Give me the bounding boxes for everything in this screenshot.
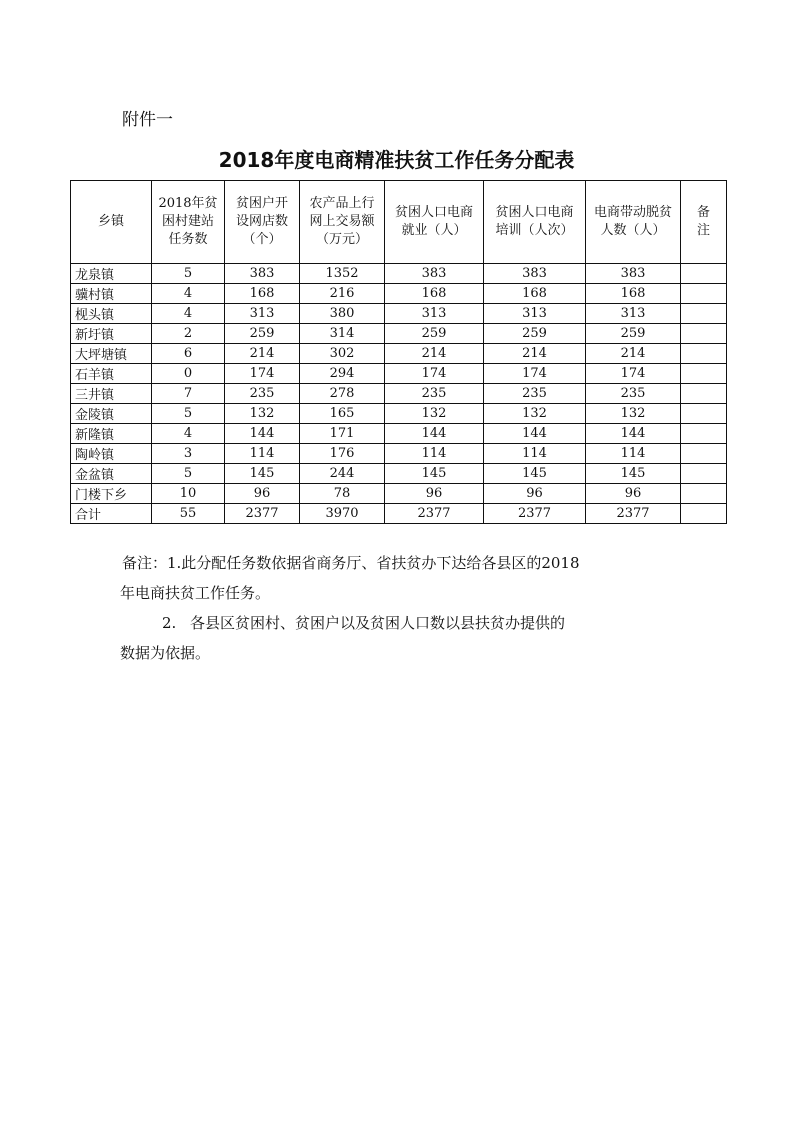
table-cell (681, 464, 727, 484)
table-cell: 383 (385, 264, 484, 284)
table-cell: 4 (152, 284, 225, 304)
table-cell: 145 (225, 464, 300, 484)
table-cell: 10 (152, 484, 225, 504)
table-cell: 石羊镇 (71, 364, 152, 384)
table-cell: 门楼下乡 (71, 484, 152, 504)
table-cell: 龙泉镇 (71, 264, 152, 284)
table-cell: 枧头镇 (71, 304, 152, 324)
table-cell (681, 344, 727, 364)
table-cell: 132 (385, 404, 484, 424)
table-cell: 214 (484, 344, 586, 364)
header-trade-volume: 农产品上行网上交易额（万元） (300, 181, 385, 264)
header-training: 贫困人口电商培训（人次） (484, 181, 586, 264)
table-cell: 132 (225, 404, 300, 424)
table-cell (681, 404, 727, 424)
table-cell: 259 (385, 324, 484, 344)
table-cell: 174 (586, 364, 681, 384)
table-row (71, 464, 727, 484)
table-cell: 145 (484, 464, 586, 484)
table-row (71, 304, 727, 324)
table-cell: 新隆镇 (71, 424, 152, 444)
table-cell: 235 (385, 384, 484, 404)
table-cell: 78 (300, 484, 385, 504)
table-cell: 145 (385, 464, 484, 484)
table-cell: 168 (225, 284, 300, 304)
table-cell: 145 (586, 464, 681, 484)
table-cell: 7 (152, 384, 225, 404)
table-cell: 278 (300, 384, 385, 404)
table-cell (681, 284, 727, 304)
document-title: 2018年度电商精准扶贫工作任务分配表 (218, 148, 575, 172)
table-cell: 176 (300, 444, 385, 464)
table-cell: 214 (586, 344, 681, 364)
table-cell (681, 264, 727, 284)
note-2-text: 各县区贫困村、贫困户以及贫困人口数以县扶贫办提供的 (190, 614, 566, 632)
table-cell: 235 (225, 384, 300, 404)
table-row (71, 324, 727, 344)
table-cell: 244 (300, 464, 385, 484)
table-cell: 174 (225, 364, 300, 384)
note-1-line-1: 备注：1.此分配任务数依据省商务厅、省扶贫办下达给各县区的2018 (122, 554, 580, 572)
table-cell: 313 (484, 304, 586, 324)
table-cell: 金盆镇 (71, 464, 152, 484)
table-row (71, 404, 727, 424)
table-cell: 96 (225, 484, 300, 504)
table-cell: 骥村镇 (71, 284, 152, 304)
table-row (71, 484, 727, 504)
table-cell: 2377 (484, 504, 586, 524)
table-cell: 96 (385, 484, 484, 504)
table-cell: 1352 (300, 264, 385, 284)
table-cell (681, 304, 727, 324)
header-town: 乡镇 (71, 181, 152, 264)
table-cell: 96 (586, 484, 681, 504)
table-cell: 383 (586, 264, 681, 284)
table-cell: 168 (484, 284, 586, 304)
table-cell: 3970 (300, 504, 385, 524)
table-cell: 302 (300, 344, 385, 364)
table-cell: 171 (300, 424, 385, 444)
table-cell: 6 (152, 344, 225, 364)
table-cell: 5 (152, 404, 225, 424)
table-cell: 4 (152, 424, 225, 444)
table-cell: 214 (385, 344, 484, 364)
header-remarks: 备注 (681, 181, 727, 264)
table-cell (681, 444, 727, 464)
table-cell: 2377 (385, 504, 484, 524)
table-row (71, 344, 727, 364)
table-cell: 313 (385, 304, 484, 324)
table-cell: 174 (484, 364, 586, 384)
table-cell: 235 (484, 384, 586, 404)
table-cell: 380 (300, 304, 385, 324)
table-cell: 新圩镇 (71, 324, 152, 344)
table-cell: 216 (300, 284, 385, 304)
note-2-number: 2. (162, 614, 177, 632)
table-cell: 2 (152, 324, 225, 344)
table-cell: 313 (586, 304, 681, 324)
table-cell: 174 (385, 364, 484, 384)
table-row (71, 424, 727, 444)
table-cell: 三井镇 (71, 384, 152, 404)
table-cell: 383 (225, 264, 300, 284)
header-poverty-relief: 电商带动脱贫人数（人） (586, 181, 681, 264)
table-cell: 5 (152, 264, 225, 284)
table-cell (681, 504, 727, 524)
table-cell: 314 (300, 324, 385, 344)
note-2-line-2: 数据为依据。 (120, 644, 211, 662)
table-cell: 55 (152, 504, 225, 524)
table-cell: 259 (225, 324, 300, 344)
header-employment: 贫困人口电商就业（人） (385, 181, 484, 264)
table-cell: 235 (586, 384, 681, 404)
table-cell (681, 364, 727, 384)
table-row (71, 364, 727, 384)
notes-section (122, 548, 682, 668)
table-cell: 2377 (225, 504, 300, 524)
table-cell (681, 424, 727, 444)
table-cell: 96 (484, 484, 586, 504)
table-cell: 259 (586, 324, 681, 344)
table-cell: 214 (225, 344, 300, 364)
table-cell: 2377 (586, 504, 681, 524)
table-cell: 259 (484, 324, 586, 344)
header-station-tasks: 2018年贫困村建站任务数 (152, 181, 225, 264)
table-cell: 144 (484, 424, 586, 444)
table-cell: 383 (484, 264, 586, 284)
table-row (71, 384, 727, 404)
table-cell: 5 (152, 464, 225, 484)
table-cell: 168 (385, 284, 484, 304)
attachment-label: 附件一 (122, 110, 173, 130)
table-cell: 294 (300, 364, 385, 384)
table-cell: 114 (225, 444, 300, 464)
table-total-row (71, 504, 727, 524)
note-1-line-2: 年电商扶贫工作任务。 (120, 584, 271, 602)
table-cell: 132 (484, 404, 586, 424)
header-online-shops: 贫困户开设网店数（个） (225, 181, 300, 264)
table-cell: 144 (385, 424, 484, 444)
table-cell: 313 (225, 304, 300, 324)
table-cell (681, 484, 727, 504)
table-cell: 0 (152, 364, 225, 384)
table-cell: 4 (152, 304, 225, 324)
table-row (71, 284, 727, 304)
table-cell (681, 384, 727, 404)
table-cell: 金陵镇 (71, 404, 152, 424)
table-row (71, 264, 727, 284)
table-cell: 大坪塘镇 (71, 344, 152, 364)
task-allocation-table (70, 180, 727, 524)
table-cell: 132 (586, 404, 681, 424)
table-cell: 144 (586, 424, 681, 444)
table-cell: 3 (152, 444, 225, 464)
table-cell: 114 (484, 444, 586, 464)
table-cell: 合计 (71, 504, 152, 524)
note-2-line-1 (122, 608, 682, 638)
table-cell: 114 (586, 444, 681, 464)
table-header-row (71, 181, 727, 264)
table-cell: 168 (586, 284, 681, 304)
table-cell: 114 (385, 444, 484, 464)
table-cell: 165 (300, 404, 385, 424)
table-cell: 144 (225, 424, 300, 444)
table-cell (681, 324, 727, 344)
table-row (71, 444, 727, 464)
table-cell: 陶岭镇 (71, 444, 152, 464)
